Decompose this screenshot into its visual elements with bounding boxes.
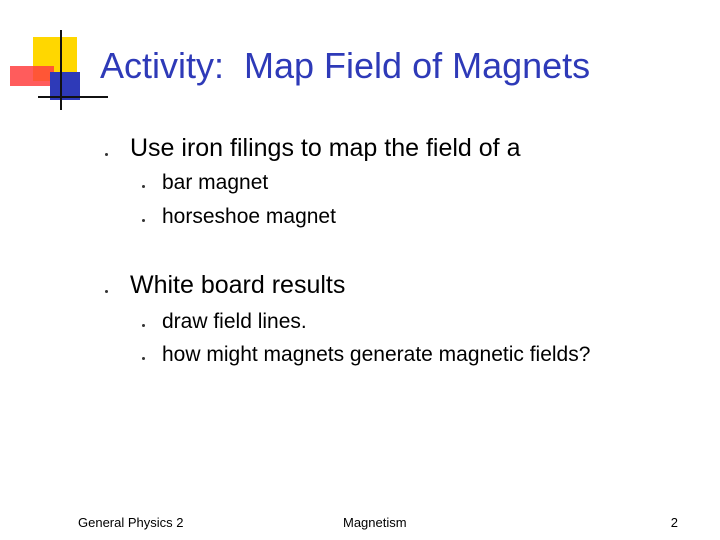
footer-center-text: Magnetism [343, 515, 407, 530]
bullet-dot [142, 219, 145, 222]
bullet-level1: Use iron filings to map the field of a [130, 134, 521, 162]
logo-red-bar [10, 66, 54, 86]
bullet-level2: bar magnet [162, 171, 269, 194]
footer-left-text: General Physics 2 [78, 515, 184, 530]
logo-horizontal-line [38, 96, 108, 98]
bullet-level1: White board results [130, 271, 346, 299]
logo-vertical-line [60, 30, 62, 110]
slide-title: Activity: Map Field of Magnets [100, 45, 591, 86]
bullet-level2: horseshoe magnet [162, 205, 336, 228]
bullet-dot [142, 185, 145, 188]
bullet-dot [105, 290, 108, 293]
bullet-dot [105, 153, 108, 156]
bullet-dot [142, 357, 145, 360]
page-number: 2 [670, 515, 678, 530]
bullet-level2: how might magnets generate magnetic fields? [162, 343, 591, 366]
bullet-dot [142, 324, 145, 327]
bullet-level2: draw field lines. [162, 310, 307, 333]
